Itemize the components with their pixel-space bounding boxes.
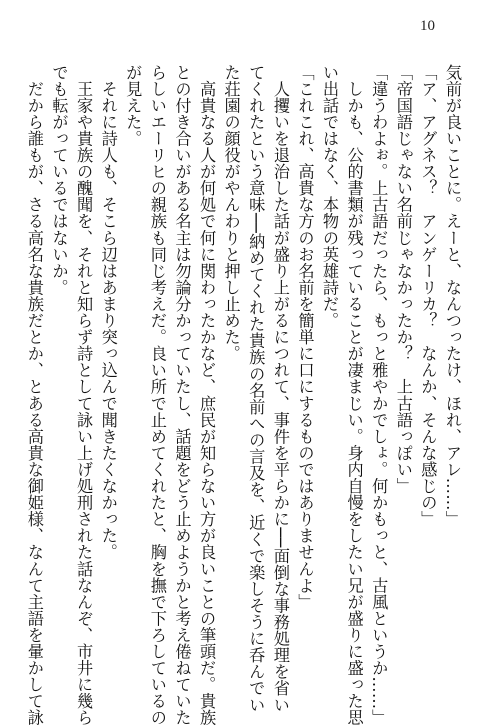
vertical-text-body [24,64,464,726]
text-line: 気前が良いことに。えーと、なんつったけ、ほれ、アレ……」 [443,64,462,528]
text-line: 「違うわよぉ。上古語だったら、もっと雅やかでしょ。何かもっと、古風というか……」 [369,64,389,726]
text-line: しかも、公的書類が残っていることが凄まじい。身内自慢をしたい兄が盛りに盛った思 [344,64,364,726]
text-line: た荘園の顔役がやんわりと押し止めた。 [221,64,241,362]
text-line: 人攫いを退治した話が盛り上がるにつれて、事件を平らかに──面倒な事務処理を省い [270,64,290,714]
text-line: が見えた。 [123,64,143,147]
text-line: 「これこれ、高貴な方のお名前を簡単に口にするものではありませんよ」 [295,64,315,611]
text-line: との付き合いがある名主は勿論分かっていたし、話題をどう止めようかと考え倦ねていた [172,64,192,726]
text-line: い出話ではなく、本物の英雄詩だ。 [320,64,340,329]
text-line: 高貴なる人が何処で何に関わったかなど、庶民が知らない方が良いことの筆頭だ。貴族 [197,64,217,726]
text-line: それに詩人も、そこら辺はあまり突っ込んで聞きたくなかった。 [98,64,118,561]
text-line: だから誰もが、さる高名な貴族だとか、とある高貴な御姫様、なんて主語を暈かして詠 [24,64,44,726]
text-line: てくれたという意味──納めてくれた貴族の名前への言及を、近くで楽しそうに呑んでい [246,64,266,714]
text-line: らしいエーリヒの親族も同じ考えだ。良い所で止めてくれたと、胸を撫で下ろしているの [147,64,167,726]
page-number: 10 [420,18,435,34]
text-line: 「ア、アグネス？ アンゲーリカ？ なんか、そんな感じの」 [418,64,438,528]
text-line: 「帝国語じゃない名前じゃなかったか？ 上古語っぽい」 [393,64,413,495]
text-line: 王家や貴族の醜聞を、それと知らず詩として詠い上げ処刑された話なんぞ、市井に幾ら [74,64,94,726]
text-line: でも転がっているではないか。 [49,64,69,296]
